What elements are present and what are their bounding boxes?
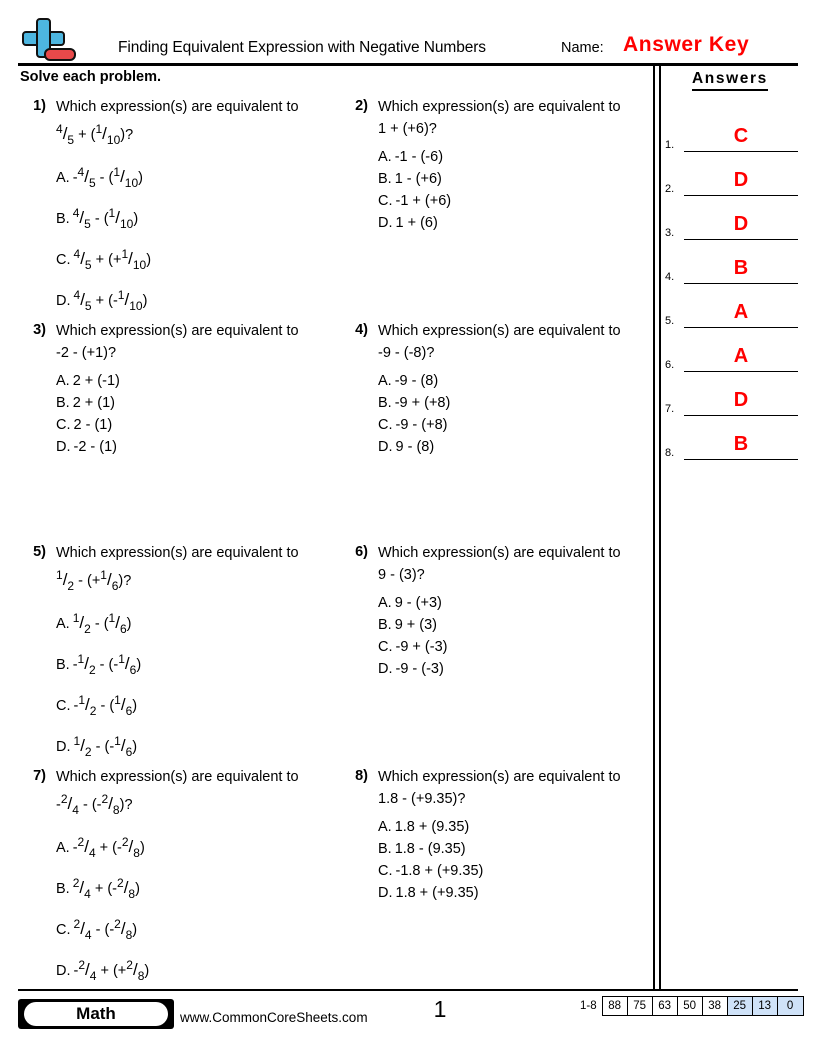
answer-choice[interactable]: [56, 726, 322, 767]
answer-row: [664, 286, 798, 328]
answer-choice-letter: A.: [56, 840, 70, 856]
problem-stem-line2: 1 + (+6)?: [378, 121, 437, 137]
worksheet-header: [18, 16, 798, 64]
answer-choice-letter: D.: [56, 739, 71, 755]
problem-stem-line1: Which expression(s) are equivalent to: [378, 99, 621, 115]
answer-choice-text: $^4/_5 + (+^1/_{10})$: [73, 247, 152, 272]
answer-choice-text: 2 + (1): [72, 395, 116, 411]
answer-choice-text: $-^2/_4 + (-^2/_8)$: [72, 835, 145, 860]
answer-choice[interactable]: [378, 392, 644, 414]
answer-choice[interactable]: [378, 436, 644, 458]
answer-row-value[interactable]: B: [733, 257, 749, 279]
problem-stem-line1: Which expression(s) are equivalent to: [56, 769, 299, 785]
problem-body: [378, 98, 644, 234]
answer-choice[interactable]: [378, 414, 644, 436]
subject-badge: [18, 999, 174, 1029]
answer-row: [664, 330, 798, 372]
score-scale-box: 38: [703, 997, 728, 1015]
answer-choice[interactable]: [56, 414, 322, 436]
answer-choice-letter: D.: [378, 885, 393, 901]
answer-choice-letter: B.: [56, 657, 70, 673]
answer-row-value[interactable]: A: [733, 301, 749, 323]
problem-stem-line2: 9 - (3)?: [378, 567, 425, 583]
score-scale: [580, 996, 804, 1016]
score-scale-box: 63: [653, 997, 678, 1015]
answer-choices: [56, 603, 322, 767]
answers-divider-line-outer: [653, 64, 655, 989]
answer-choice-text: $^1/_2 - (-^1/_6)$: [73, 734, 138, 759]
answer-row-line: [684, 151, 798, 153]
score-scale-box: 88: [603, 997, 628, 1015]
answer-choice-letter: D.: [56, 439, 71, 455]
problem-number: 5): [33, 544, 46, 560]
problem-stem-line1: Which expression(s) are equivalent to: [378, 769, 621, 785]
score-scale-box: 75: [628, 997, 653, 1015]
answer-choice[interactable]: [378, 370, 644, 392]
answer-choice-letter: C.: [56, 698, 71, 714]
answer-choice-letter: C.: [56, 922, 71, 938]
answer-row-line: [684, 371, 798, 373]
problem-stem-line1: Which expression(s) are equivalent to: [56, 545, 299, 561]
answer-choice-text: $-^4/_5 - (^1/_{10})$: [72, 165, 143, 190]
answer-choice-text: -1 + (+6): [395, 193, 452, 209]
answer-choice[interactable]: [378, 212, 644, 234]
problem-body: [56, 322, 322, 458]
answer-choice[interactable]: [378, 168, 644, 190]
answer-row: [664, 418, 798, 460]
answer-choice-text: 9 - (8): [395, 439, 435, 455]
problem-body: [56, 768, 322, 991]
problem-stem-line2: $^4/_5 + (^1/_{10})$?: [56, 122, 134, 147]
problem-stem-line2: $-^2/_4 - (-^2/_8)$?: [56, 792, 133, 817]
plus-minus-logo-icon: [18, 18, 80, 64]
answer-row-line: [684, 195, 798, 197]
problem-number: 1): [33, 98, 46, 114]
answer-choice-text: -9 + (-3): [395, 639, 448, 655]
problem-number: 3): [33, 322, 46, 338]
answer-row-value[interactable]: D: [733, 169, 749, 191]
answer-choice-text: $^4/_5 - (^1/_{10})$: [72, 206, 139, 231]
problem-stem-line2: -9 - (-8)?: [378, 345, 435, 361]
answer-choice-letter: B.: [56, 395, 70, 411]
problem-body: [378, 544, 644, 680]
answer-row-line: [684, 327, 798, 329]
answer-choice-letter: D.: [378, 215, 393, 231]
answer-choice-text: $-^1/_2 - (-^1/_6)$: [72, 652, 142, 677]
answer-row-value[interactable]: B: [733, 433, 749, 455]
answer-row: [664, 198, 798, 240]
answer-choice-letter: C.: [378, 863, 393, 879]
answer-choice-letter: B.: [378, 617, 392, 633]
problem-stem-line2: $^1/_2 - (+^1/_6)$?: [56, 568, 132, 593]
problem-number: 4): [355, 322, 368, 338]
problem-number: 6): [355, 544, 368, 560]
problem-stem-line2: 1.8 - (+9.35)?: [378, 791, 466, 807]
answer-choice-text: 9 - (+3): [394, 595, 442, 611]
answer-choice[interactable]: [56, 868, 322, 909]
answer-choice-letter: B.: [56, 211, 70, 227]
answer-choice[interactable]: [378, 882, 644, 904]
answer-choice[interactable]: [378, 838, 644, 860]
answer-row: [664, 154, 798, 196]
answer-choice-text: $^4/_5 + (-^1/_{10})$: [73, 288, 148, 313]
answer-choice-text: $-^1/_2 - (^1/_6)$: [73, 693, 138, 718]
answer-choice-text: 1 + (6): [395, 215, 438, 231]
answer-row-number: 5.: [665, 315, 675, 327]
answer-choice-letter: A.: [378, 595, 392, 611]
problem-number: 8): [355, 768, 368, 784]
answers-title: Answers: [692, 70, 768, 91]
answer-choice[interactable]: [378, 614, 644, 636]
answer-choice-letter: C.: [378, 639, 393, 655]
answer-row: [664, 110, 798, 152]
answer-choice[interactable]: [56, 198, 322, 239]
answer-choice[interactable]: [56, 685, 322, 726]
footer-divider-rule: [18, 989, 798, 991]
answer-row-number: 6.: [665, 359, 675, 371]
answer-choice[interactable]: [378, 146, 644, 168]
answer-choice[interactable]: [56, 603, 322, 644]
answer-choice-text: 1 - (+6): [394, 171, 442, 187]
name-label: Name:: [561, 40, 604, 56]
score-scale-box: 25: [728, 997, 753, 1015]
answer-choice-text: -2 - (1): [73, 439, 117, 455]
answer-choice[interactable]: [56, 392, 322, 414]
answer-row-value[interactable]: D: [733, 213, 749, 235]
answer-choices: [56, 827, 322, 991]
answer-choice-letter: B.: [378, 395, 392, 411]
problem-stem-line1: Which expression(s) are equivalent to: [378, 323, 621, 339]
answer-choices: [378, 592, 644, 680]
header-divider-rule: [18, 63, 798, 66]
problem-number: 7): [33, 768, 46, 784]
problem-body: [378, 322, 644, 458]
answer-choice[interactable]: [56, 157, 322, 198]
answer-choice-letter: B.: [378, 171, 392, 187]
score-scale-box: 50: [678, 997, 703, 1015]
answer-row-value[interactable]: D: [733, 389, 749, 411]
answer-choice-text: -9 - (-3): [395, 661, 444, 677]
answer-choice[interactable]: [378, 816, 644, 838]
answer-choice-letter: D.: [56, 963, 71, 979]
worksheet-title: Finding Equivalent Expression with Negative Numbers: [118, 39, 486, 56]
answer-choice-text: 1.8 + (+9.35): [395, 885, 479, 901]
problem-body: [378, 768, 644, 904]
problem-stem-line1: Which expression(s) are equivalent to: [378, 545, 621, 561]
score-scale-boxes: [602, 996, 804, 1016]
answer-choice-text: -9 + (+8): [394, 395, 451, 411]
answer-row-number: 8.: [665, 447, 675, 459]
problem-number: 2): [355, 98, 368, 114]
score-scale-range: 1-8: [580, 1000, 597, 1012]
answer-choice-text: -1 - (-6): [394, 149, 444, 165]
answer-choice-letter: C.: [56, 417, 71, 433]
answer-choice-letter: A.: [56, 373, 70, 389]
problem-stem-line1: Which expression(s) are equivalent to: [56, 323, 299, 339]
answer-choice-text: 1.8 - (9.35): [394, 841, 466, 857]
answers-divider-line-inner: [659, 64, 661, 989]
answer-choices: [378, 370, 644, 458]
answer-choice-text: -9 - (+8): [395, 417, 448, 433]
directions-text: Solve each problem.: [20, 69, 162, 85]
site-url: www.CommonCoreSheets.com: [180, 1010, 368, 1025]
answer-choice-letter: A.: [378, 149, 392, 165]
score-scale-box: 13: [753, 997, 778, 1015]
answer-choice-text: -9 - (8): [394, 373, 439, 389]
answer-choice-text: -1.8 + (+9.35): [395, 863, 484, 879]
answer-choice-text: $^2/_4 - (-^2/_8)$: [73, 917, 138, 942]
answer-choice[interactable]: [56, 370, 322, 392]
answer-row-number: 2.: [665, 183, 675, 195]
answer-choice[interactable]: [378, 190, 644, 212]
answer-choices: [56, 370, 322, 458]
problem-stem-line2: -2 - (+1)?: [56, 345, 117, 361]
answer-choice-letter: A.: [378, 373, 392, 389]
answer-choice-letter: A.: [56, 170, 70, 186]
answer-choice[interactable]: [56, 280, 322, 321]
answer-choice[interactable]: [56, 644, 322, 685]
answer-choice-letter: C.: [56, 252, 71, 268]
answer-choice[interactable]: [378, 658, 644, 680]
answer-row-line: [684, 415, 798, 417]
answer-choice[interactable]: [56, 950, 322, 991]
answer-choice-text: $-^2/_4 + (+^2/_8)$: [73, 958, 150, 983]
answer-choice-letter: B.: [56, 881, 70, 897]
answer-choice[interactable]: [56, 827, 322, 868]
problem-body: [56, 98, 322, 321]
name-value-answer-key: Answer Key: [623, 33, 750, 56]
answer-choice-letter: C.: [378, 193, 393, 209]
answer-row-line: [684, 239, 798, 241]
answer-choice[interactable]: [378, 636, 644, 658]
answer-row-line: [684, 459, 798, 461]
answer-row: [664, 242, 798, 284]
score-scale-box: 0: [778, 997, 803, 1015]
logo-plus-center: [38, 33, 49, 44]
logo-minus-bar: [44, 48, 76, 61]
answer-choice-text: $^1/_2 - (^1/_6)$: [72, 611, 132, 636]
answer-choices: [56, 157, 322, 321]
answer-choice-text: 1.8 + (9.35): [394, 819, 470, 835]
answer-choice-letter: D.: [378, 439, 393, 455]
answer-row-number: 4.: [665, 271, 675, 283]
answer-choice[interactable]: [56, 239, 322, 280]
answer-choice[interactable]: [56, 909, 322, 950]
subject-badge-label: Math: [24, 1002, 168, 1026]
answer-choice-text: 9 + (3): [394, 617, 438, 633]
answer-choices: [378, 146, 644, 234]
answer-choice-letter: B.: [378, 841, 392, 857]
answer-choice-letter: D.: [56, 293, 71, 309]
answer-row-line: [684, 283, 798, 285]
answer-choice[interactable]: [56, 436, 322, 458]
answer-choice-letter: C.: [378, 417, 393, 433]
answer-row-value[interactable]: A: [733, 345, 749, 367]
answer-row-value[interactable]: C: [733, 125, 749, 147]
problem-body: [56, 544, 322, 767]
answer-choice-text: 2 - (1): [73, 417, 113, 433]
answer-row-number: 7.: [665, 403, 675, 415]
answer-choice[interactable]: [378, 592, 644, 614]
page-number: 1: [433, 996, 447, 1022]
answer-choice-letter: A.: [378, 819, 392, 835]
answer-choice-letter: D.: [378, 661, 393, 677]
answer-row: [664, 374, 798, 416]
problem-stem-line1: Which expression(s) are equivalent to: [56, 99, 299, 115]
answer-choice[interactable]: [378, 860, 644, 882]
answer-choice-text: 2 + (-1): [72, 373, 120, 389]
answer-row-number: 1.: [665, 139, 675, 151]
answer-choice-text: $^2/_4 + (-^2/_8)$: [72, 876, 140, 901]
answer-choices: [378, 816, 644, 904]
answer-row-number: 3.: [665, 227, 675, 239]
answer-choice-letter: A.: [56, 616, 70, 632]
